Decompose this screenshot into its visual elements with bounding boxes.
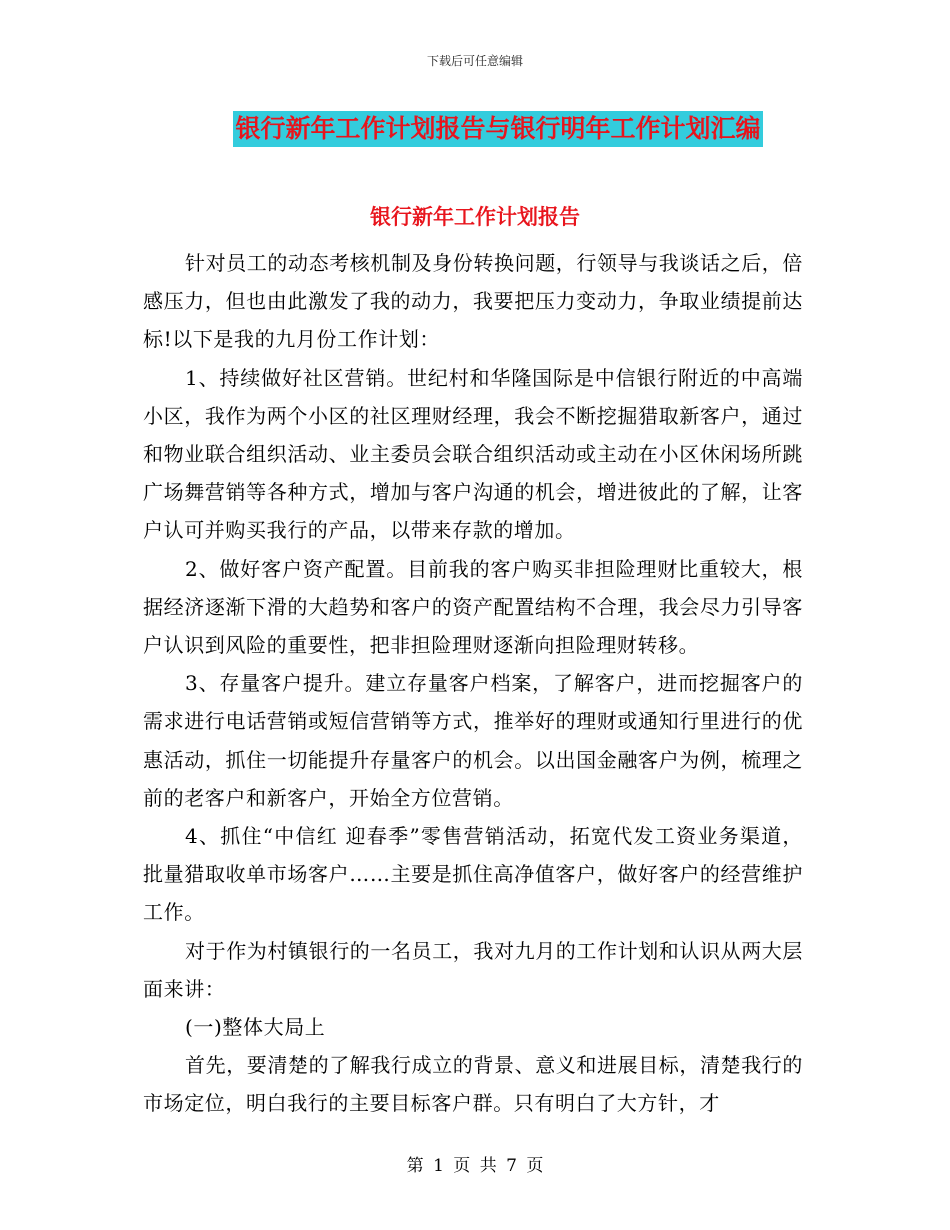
header-note: 下载后可任意编辑 — [426, 54, 523, 68]
paragraph: 对于作为村镇银行的一名员工，我对九月的工作计划和认识从两大层面来讲： — [143, 938, 803, 1001]
paragraph: (一)整体大局上 — [185, 1015, 326, 1040]
paragraph: 3、存量客户提升。建立存量客户档案，了解客户，进而挖掘客户的需求进行电话营销或短信营销等方式，推举好的理财或通知行里进行的优惠活动，抓住一切能提升存量客户的机会。以出国金融客户为例，梳理之前的老客户和新客户，开始全方位营销。 — [143, 671, 803, 810]
paragraph: 1、持续做好社区营销。世纪村和华隆国际是中信银行附近的中高端小区，我作为两个小区的社区理财经理，我会不断挖掘猎取新客户，通过和物业联合组织活动、业主委员会联合组织活动或主动在小区休闲场所跳广场舞营销等各种方式，增加与客户沟通的机会，增进彼此的了解，让客户认可并购买我行的产品，以带来存款的增加。 — [143, 365, 803, 543]
paragraph: 首先，要清楚的了解我行成立的背景、意义和进展目标，清楚我行的市场定位，明白我行的主要目标客户群。只有明白了大方针，才 — [143, 1053, 803, 1116]
main-title: 银行新年工作计划报告与银行明年工作计划汇编 — [233, 111, 762, 147]
main-title-wrap — [0, 111, 950, 147]
page-footer: 第 1 页 共 7 页 — [406, 1156, 544, 1176]
body-text — [143, 244, 803, 1123]
section-title: 银行新年工作计划报告 — [370, 204, 580, 229]
paragraph: 4、抓住“中信红 迎春季”零售营销活动，拓宽代发工资业务渠道，批量猎取收单市场客户……主要是抓住高净值客户，做好客户的经营维护工作。 — [143, 824, 803, 925]
paragraph: 2、做好客户资产配置。目前我的客户购买非担险理财比重较大，根据经济逐渐下滑的大趋势和客户的资产配置结构不合理，我会尽力引导客户认识到风险的重要性，把非担险理财逐渐向担险理财转移。 — [143, 556, 803, 658]
paragraph: 针对员工的动态考核机制及身份转换问题，行领导与我谈话之后，倍感压力，但也由此激发了我的动力，我要把压力变动力，争取业绩提前达标!以下是我的九月份工作计划： — [143, 251, 803, 352]
